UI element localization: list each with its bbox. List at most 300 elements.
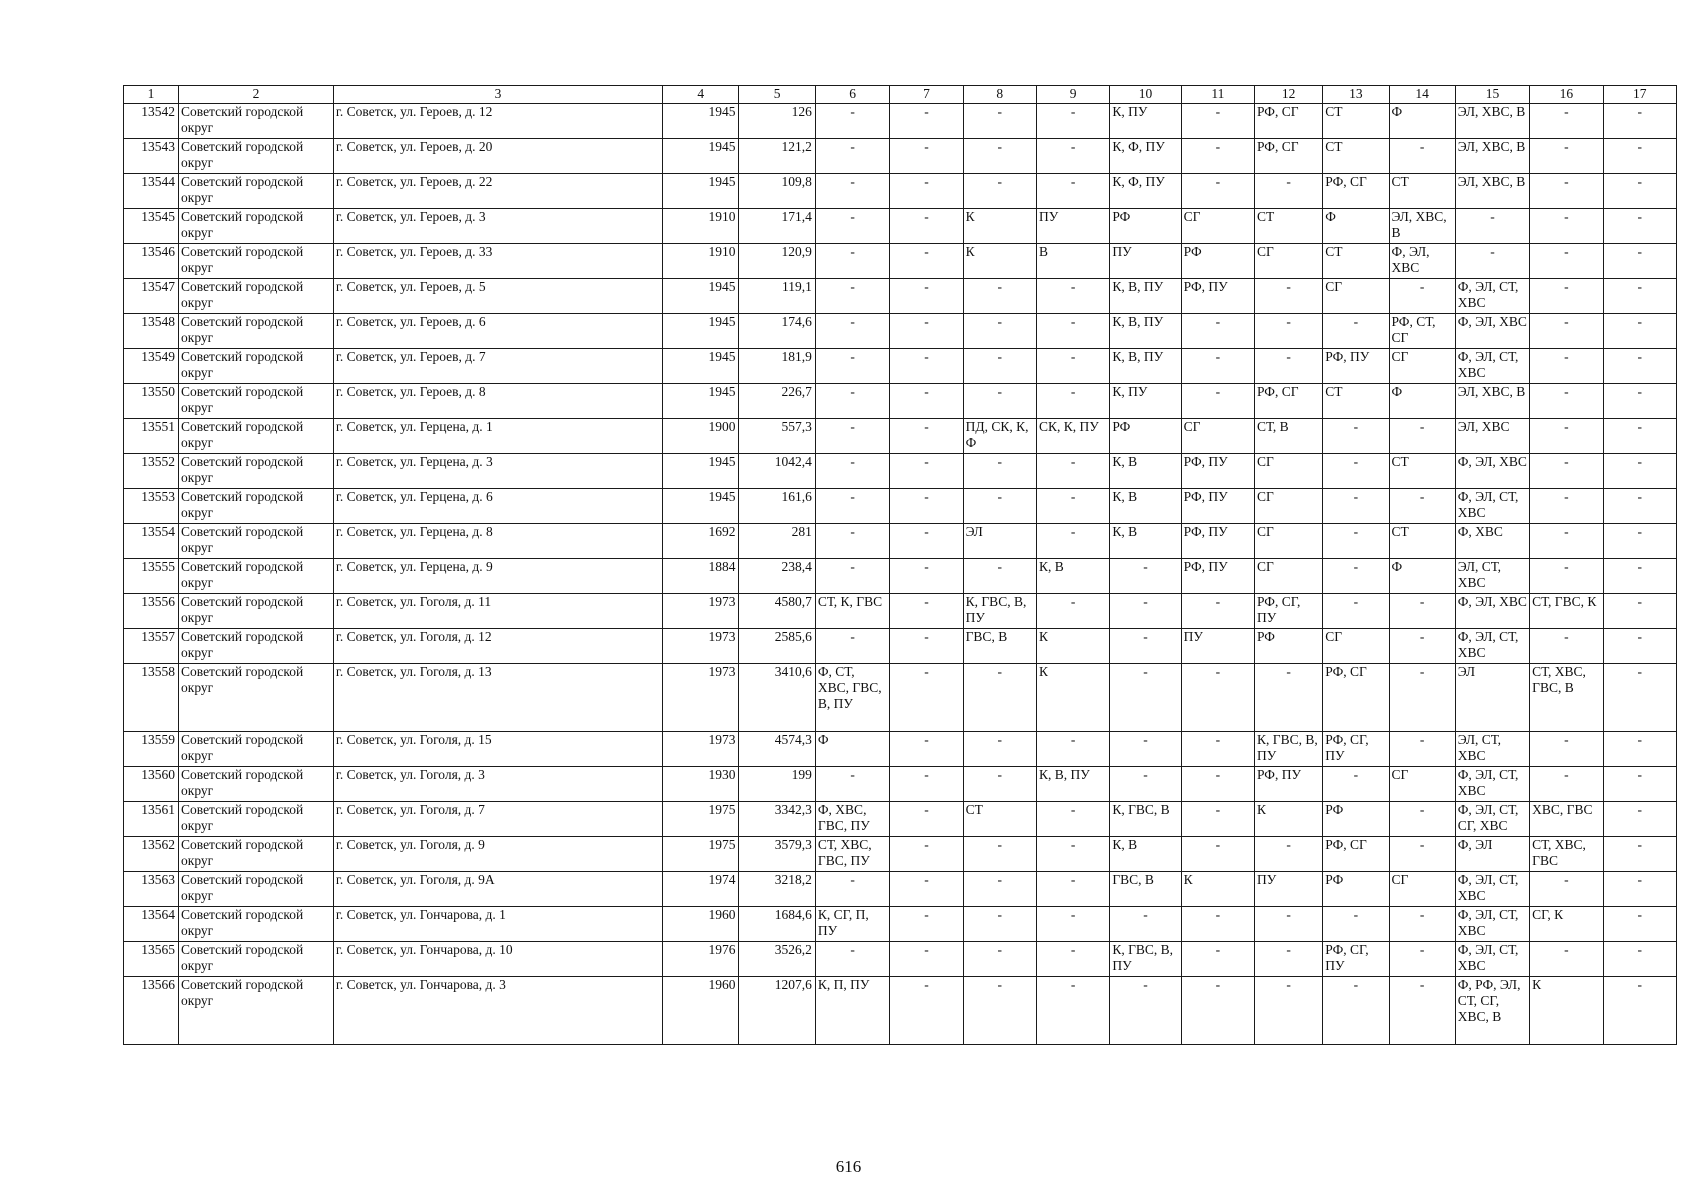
cell-col-3: г. Советск, ул. Героев, д. 6 [333, 314, 662, 349]
cell-col-3: г. Советск, ул. Гоголя, д. 3 [333, 767, 662, 802]
cell-col-12: - [1255, 977, 1323, 1045]
cell-col-5: 281 [739, 524, 815, 559]
cell-col-7: - [890, 767, 963, 802]
cell-col-15: - [1455, 244, 1529, 279]
cell-col-10: - [1110, 732, 1181, 767]
cell-col-6: СТ, К, ГВС [815, 594, 889, 629]
cell-col-9: - [1036, 837, 1109, 872]
cell-col-12: СГ [1255, 559, 1323, 594]
table-row [124, 384, 1677, 419]
cell-col-15: Ф, ЭЛ, СТ, ХВС [1455, 872, 1529, 907]
cell-col-1: 13565 [124, 942, 179, 977]
cell-col-6: Ф [815, 732, 889, 767]
cell-col-2: Советский городской округ [179, 104, 334, 139]
cell-col-4: 1945 [663, 314, 739, 349]
cell-col-5: 3342,3 [739, 802, 815, 837]
cell-col-15: Ф, ЭЛ, СТ, ХВС [1455, 907, 1529, 942]
cell-col-5: 199 [739, 767, 815, 802]
cell-col-2: Советский городской округ [179, 489, 334, 524]
cell-col-1: 13562 [124, 837, 179, 872]
cell-col-11: - [1181, 732, 1254, 767]
cell-col-7: - [890, 664, 963, 732]
table-row [124, 419, 1677, 454]
cell-col-3: г. Советск, ул. Гончарова, д. 3 [333, 977, 662, 1045]
cell-col-16: - [1530, 139, 1603, 174]
cell-col-6: - [815, 314, 889, 349]
cell-col-14: ЭЛ, ХВС, В [1389, 209, 1455, 244]
cell-col-14: - [1389, 732, 1455, 767]
cell-col-6: К, СГ, П, ПУ [815, 907, 889, 942]
header-row [124, 86, 1677, 104]
cell-col-4: 1973 [663, 629, 739, 664]
table-row [124, 594, 1677, 629]
cell-col-7: - [890, 802, 963, 837]
cell-col-8: - [963, 907, 1036, 942]
cell-col-17: - [1603, 384, 1677, 419]
cell-col-15: ЭЛ, ХВС, В [1455, 139, 1529, 174]
cell-col-6: - [815, 767, 889, 802]
cell-col-15: ЭЛ, СТ, ХВС [1455, 559, 1529, 594]
cell-col-9: В [1036, 244, 1109, 279]
cell-col-5: 3410,6 [739, 664, 815, 732]
cell-col-9: СК, К, ПУ [1036, 419, 1109, 454]
cell-col-2: Советский городской округ [179, 872, 334, 907]
cell-col-1: 13555 [124, 559, 179, 594]
cell-col-14: - [1389, 419, 1455, 454]
cell-col-4: 1973 [663, 732, 739, 767]
cell-col-9: - [1036, 977, 1109, 1045]
cell-col-11: РФ [1181, 244, 1254, 279]
cell-col-2: Советский городской округ [179, 732, 334, 767]
cell-col-11: - [1181, 977, 1254, 1045]
cell-col-1: 13547 [124, 279, 179, 314]
column-header-6: 6 [815, 86, 889, 104]
cell-col-7: - [890, 244, 963, 279]
cell-col-10: К, В [1110, 489, 1181, 524]
cell-col-4: 1900 [663, 419, 739, 454]
cell-col-13: РФ, СГ [1323, 174, 1389, 209]
cell-col-15: Ф, ЭЛ, СТ, СГ, ХВС [1455, 802, 1529, 837]
cell-col-13: РФ, СГ [1323, 837, 1389, 872]
cell-col-3: г. Советск, ул. Гоголя, д. 9 [333, 837, 662, 872]
cell-col-7: - [890, 524, 963, 559]
cell-col-17: - [1603, 454, 1677, 489]
cell-col-4: 1973 [663, 664, 739, 732]
cell-col-3: г. Советск, ул. Героев, д. 20 [333, 139, 662, 174]
cell-col-16: - [1530, 524, 1603, 559]
cell-col-11: - [1181, 314, 1254, 349]
cell-col-4: 1960 [663, 907, 739, 942]
cell-col-7: - [890, 489, 963, 524]
cell-col-8: - [963, 732, 1036, 767]
cell-col-9: - [1036, 279, 1109, 314]
cell-col-1: 13550 [124, 384, 179, 419]
cell-col-2: Советский городской округ [179, 244, 334, 279]
cell-col-6: К, П, ПУ [815, 977, 889, 1045]
cell-col-16: К [1530, 977, 1603, 1045]
cell-col-10: РФ [1110, 209, 1181, 244]
cell-col-15: ЭЛ, ХВС, В [1455, 174, 1529, 209]
cell-col-11: К [1181, 872, 1254, 907]
cell-col-1: 13563 [124, 872, 179, 907]
cell-col-17: - [1603, 314, 1677, 349]
cell-col-6: Ф, СТ, ХВС, ГВС, В, ПУ [815, 664, 889, 732]
cell-col-10: К, В, ПУ [1110, 314, 1181, 349]
cell-col-13: - [1323, 454, 1389, 489]
column-header-2: 2 [179, 86, 334, 104]
cell-col-5: 3526,2 [739, 942, 815, 977]
cell-col-10: К, В, ПУ [1110, 349, 1181, 384]
cell-col-10: К, В [1110, 524, 1181, 559]
cell-col-16: - [1530, 732, 1603, 767]
cell-col-14: Ф [1389, 104, 1455, 139]
cell-col-3: г. Советск, ул. Гончарова, д. 1 [333, 907, 662, 942]
cell-col-12: - [1255, 942, 1323, 977]
cell-col-17: - [1603, 489, 1677, 524]
column-header-11: 11 [1181, 86, 1254, 104]
cell-col-15: Ф, ЭЛ, ХВС [1455, 314, 1529, 349]
cell-col-6: - [815, 174, 889, 209]
cell-col-11: - [1181, 139, 1254, 174]
cell-col-16: - [1530, 419, 1603, 454]
cell-col-10: - [1110, 907, 1181, 942]
cell-col-15: Ф, ЭЛ, СТ, ХВС [1455, 629, 1529, 664]
table-row [124, 767, 1677, 802]
cell-col-2: Советский городской округ [179, 524, 334, 559]
cell-col-17: - [1603, 802, 1677, 837]
cell-col-9: - [1036, 524, 1109, 559]
cell-col-4: 1910 [663, 244, 739, 279]
cell-col-2: Советский городской округ [179, 629, 334, 664]
column-header-17: 17 [1603, 86, 1677, 104]
cell-col-10: К, В [1110, 454, 1181, 489]
cell-col-9: - [1036, 314, 1109, 349]
cell-col-1: 13564 [124, 907, 179, 942]
cell-col-11: РФ, ПУ [1181, 279, 1254, 314]
cell-col-11: СГ [1181, 209, 1254, 244]
cell-col-4: 1945 [663, 104, 739, 139]
cell-col-8: - [963, 559, 1036, 594]
cell-col-6: - [815, 524, 889, 559]
cell-col-17: - [1603, 977, 1677, 1045]
cell-col-7: - [890, 384, 963, 419]
cell-col-12: РФ, СГ [1255, 104, 1323, 139]
cell-col-7: - [890, 454, 963, 489]
cell-col-14: - [1389, 594, 1455, 629]
cell-col-5: 109,8 [739, 174, 815, 209]
cell-col-11: РФ, ПУ [1181, 489, 1254, 524]
cell-col-12: РФ [1255, 629, 1323, 664]
cell-col-16: СТ, ХВС, ГВС, В [1530, 664, 1603, 732]
cell-col-2: Советский городской округ [179, 767, 334, 802]
cell-col-16: СТ, ГВС, К [1530, 594, 1603, 629]
cell-col-10: К, Ф, ПУ [1110, 139, 1181, 174]
cell-col-7: - [890, 872, 963, 907]
cell-col-17: - [1603, 559, 1677, 594]
cell-col-10: - [1110, 629, 1181, 664]
cell-col-4: 1945 [663, 279, 739, 314]
cell-col-8: - [963, 942, 1036, 977]
cell-col-12: РФ, СГ [1255, 139, 1323, 174]
cell-col-12: РФ, СГ, ПУ [1255, 594, 1323, 629]
cell-col-15: ЭЛ [1455, 664, 1529, 732]
cell-col-11: - [1181, 802, 1254, 837]
cell-col-7: - [890, 209, 963, 244]
table-row [124, 559, 1677, 594]
cell-col-2: Советский городской округ [179, 942, 334, 977]
cell-col-17: - [1603, 349, 1677, 384]
cell-col-9: - [1036, 489, 1109, 524]
cell-col-3: г. Советск, ул. Гоголя, д. 11 [333, 594, 662, 629]
cell-col-3: г. Советск, ул. Гоголя, д. 13 [333, 664, 662, 732]
cell-col-1: 13543 [124, 139, 179, 174]
cell-col-1: 13548 [124, 314, 179, 349]
cell-col-15: Ф, ЭЛ, СТ, ХВС [1455, 349, 1529, 384]
column-header-13: 13 [1323, 86, 1389, 104]
cell-col-5: 120,9 [739, 244, 815, 279]
cell-col-11: - [1181, 104, 1254, 139]
cell-col-10: К, В, ПУ [1110, 279, 1181, 314]
cell-col-2: Советский городской округ [179, 279, 334, 314]
cell-col-11: - [1181, 349, 1254, 384]
cell-col-8: - [963, 104, 1036, 139]
cell-col-2: Советский городской округ [179, 314, 334, 349]
table-row [124, 907, 1677, 942]
cell-col-11: - [1181, 837, 1254, 872]
cell-col-13: РФ, СГ [1323, 664, 1389, 732]
cell-col-17: - [1603, 629, 1677, 664]
cell-col-4: 1945 [663, 349, 739, 384]
cell-col-12: К [1255, 802, 1323, 837]
cell-col-7: - [890, 419, 963, 454]
cell-col-17: - [1603, 767, 1677, 802]
cell-col-13: СГ [1323, 629, 1389, 664]
cell-col-2: Советский городской округ [179, 174, 334, 209]
cell-col-13: - [1323, 314, 1389, 349]
cell-col-1: 13544 [124, 174, 179, 209]
cell-col-7: - [890, 559, 963, 594]
cell-col-8: ГВС, В [963, 629, 1036, 664]
cell-col-14: СГ [1389, 872, 1455, 907]
cell-col-15: ЭЛ, ХВС, В [1455, 104, 1529, 139]
cell-col-9: - [1036, 349, 1109, 384]
cell-col-13: Ф [1323, 209, 1389, 244]
cell-col-5: 226,7 [739, 384, 815, 419]
cell-col-10: - [1110, 559, 1181, 594]
cell-col-16: СТ, ХВС, ГВС [1530, 837, 1603, 872]
cell-col-7: - [890, 977, 963, 1045]
cell-col-13: - [1323, 559, 1389, 594]
column-header-1: 1 [124, 86, 179, 104]
cell-col-12: - [1255, 279, 1323, 314]
cell-col-17: - [1603, 942, 1677, 977]
cell-col-1: 13559 [124, 732, 179, 767]
cell-col-13: - [1323, 907, 1389, 942]
cell-col-14: - [1389, 139, 1455, 174]
cell-col-13: СТ [1323, 104, 1389, 139]
cell-col-8: - [963, 977, 1036, 1045]
cell-col-14: - [1389, 279, 1455, 314]
cell-col-6: - [815, 139, 889, 174]
cell-col-15: Ф, ЭЛ, СТ, ХВС [1455, 489, 1529, 524]
column-header-5: 5 [739, 86, 815, 104]
cell-col-5: 126 [739, 104, 815, 139]
cell-col-16: - [1530, 629, 1603, 664]
table-row [124, 314, 1677, 349]
cell-col-14: СТ [1389, 174, 1455, 209]
cell-col-4: 1975 [663, 802, 739, 837]
cell-col-6: - [815, 209, 889, 244]
cell-col-17: - [1603, 524, 1677, 559]
cell-col-10: - [1110, 664, 1181, 732]
cell-col-10: К, В [1110, 837, 1181, 872]
cell-col-14: - [1389, 907, 1455, 942]
cell-col-1: 13553 [124, 489, 179, 524]
cell-col-4: 1973 [663, 594, 739, 629]
cell-col-8: - [963, 174, 1036, 209]
cell-col-12: - [1255, 174, 1323, 209]
cell-col-7: - [890, 349, 963, 384]
cell-col-17: - [1603, 594, 1677, 629]
cell-col-15: Ф, ХВС [1455, 524, 1529, 559]
cell-col-15: Ф, ЭЛ, СТ, ХВС [1455, 942, 1529, 977]
cell-col-14: Ф [1389, 384, 1455, 419]
cell-col-2: Советский городской округ [179, 139, 334, 174]
cell-col-3: г. Советск, ул. Герцена, д. 1 [333, 419, 662, 454]
cell-col-13: - [1323, 977, 1389, 1045]
column-header-4: 4 [663, 86, 739, 104]
registry-table [123, 85, 1677, 1045]
cell-col-14: - [1389, 837, 1455, 872]
cell-col-7: - [890, 594, 963, 629]
cell-col-4: 1945 [663, 384, 739, 419]
table-row [124, 977, 1677, 1045]
cell-col-12: - [1255, 349, 1323, 384]
cell-col-13: - [1323, 594, 1389, 629]
cell-col-15: Ф, ЭЛ, СТ, ХВС [1455, 279, 1529, 314]
cell-col-17: - [1603, 174, 1677, 209]
cell-col-4: 1975 [663, 837, 739, 872]
cell-col-17: - [1603, 279, 1677, 314]
cell-col-8: ЭЛ [963, 524, 1036, 559]
cell-col-9: К [1036, 629, 1109, 664]
table-row [124, 664, 1677, 732]
cell-col-5: 121,2 [739, 139, 815, 174]
table-row [124, 732, 1677, 767]
cell-col-8: - [963, 767, 1036, 802]
cell-col-8: - [963, 664, 1036, 732]
cell-col-9: К, В, ПУ [1036, 767, 1109, 802]
cell-col-16: - [1530, 314, 1603, 349]
cell-col-14: - [1389, 802, 1455, 837]
cell-col-13: СТ [1323, 139, 1389, 174]
cell-col-13: СГ [1323, 279, 1389, 314]
cell-col-3: г. Советск, ул. Гоголя, д. 12 [333, 629, 662, 664]
cell-col-14: СТ [1389, 524, 1455, 559]
cell-col-17: - [1603, 104, 1677, 139]
cell-col-9: - [1036, 732, 1109, 767]
cell-col-8: - [963, 872, 1036, 907]
cell-col-4: 1910 [663, 209, 739, 244]
cell-col-3: г. Советск, ул. Герцена, д. 3 [333, 454, 662, 489]
cell-col-3: г. Советск, ул. Героев, д. 22 [333, 174, 662, 209]
cell-col-16: - [1530, 872, 1603, 907]
table-row [124, 837, 1677, 872]
cell-col-17: - [1603, 732, 1677, 767]
cell-col-11: СГ [1181, 419, 1254, 454]
cell-col-4: 1692 [663, 524, 739, 559]
cell-col-17: - [1603, 139, 1677, 174]
cell-col-3: г. Советск, ул. Гоголя, д. 7 [333, 802, 662, 837]
column-header-12: 12 [1255, 86, 1323, 104]
cell-col-11: - [1181, 942, 1254, 977]
cell-col-9: - [1036, 384, 1109, 419]
cell-col-11: РФ, ПУ [1181, 454, 1254, 489]
cell-col-10: К, Ф, ПУ [1110, 174, 1181, 209]
cell-col-5: 2585,6 [739, 629, 815, 664]
cell-col-6: - [815, 942, 889, 977]
page-number: 616 [835, 1157, 862, 1176]
cell-col-5: 4580,7 [739, 594, 815, 629]
cell-col-11: РФ, ПУ [1181, 559, 1254, 594]
cell-col-8: ПД, СК, К, Ф [963, 419, 1036, 454]
cell-col-12: СГ [1255, 454, 1323, 489]
cell-col-4: 1960 [663, 977, 739, 1045]
cell-col-8: - [963, 384, 1036, 419]
cell-col-17: - [1603, 872, 1677, 907]
cell-col-14: - [1389, 942, 1455, 977]
cell-col-10: К, ПУ [1110, 104, 1181, 139]
column-header-8: 8 [963, 86, 1036, 104]
cell-col-2: Советский городской округ [179, 559, 334, 594]
cell-col-6: СТ, ХВС, ГВС, ПУ [815, 837, 889, 872]
cell-col-2: Советский городской округ [179, 802, 334, 837]
cell-col-3: г. Советск, ул. Героев, д. 33 [333, 244, 662, 279]
table-body [124, 104, 1677, 1045]
cell-col-12: - [1255, 664, 1323, 732]
cell-col-14: - [1389, 664, 1455, 732]
cell-col-9: ПУ [1036, 209, 1109, 244]
cell-col-1: 13545 [124, 209, 179, 244]
cell-col-15: Ф, ЭЛ [1455, 837, 1529, 872]
cell-col-1: 13546 [124, 244, 179, 279]
cell-col-3: г. Советск, ул. Героев, д. 3 [333, 209, 662, 244]
table-row [124, 139, 1677, 174]
cell-col-14: - [1389, 629, 1455, 664]
table-row [124, 244, 1677, 279]
cell-col-3: г. Советск, ул. Герцена, д. 8 [333, 524, 662, 559]
cell-col-4: 1945 [663, 139, 739, 174]
cell-col-13: РФ [1323, 802, 1389, 837]
cell-col-13: РФ, СГ, ПУ [1323, 732, 1389, 767]
cell-col-1: 13554 [124, 524, 179, 559]
cell-col-14: Ф, ЭЛ, ХВС [1389, 244, 1455, 279]
cell-col-16: - [1530, 209, 1603, 244]
cell-col-8: - [963, 489, 1036, 524]
cell-col-12: СГ [1255, 244, 1323, 279]
column-header-15: 15 [1455, 86, 1529, 104]
cell-col-7: - [890, 837, 963, 872]
table-row [124, 524, 1677, 559]
cell-col-15: Ф, ЭЛ, ХВС [1455, 594, 1529, 629]
cell-col-11: - [1181, 907, 1254, 942]
cell-col-11: - [1181, 384, 1254, 419]
column-header-16: 16 [1530, 86, 1603, 104]
cell-col-3: г. Советск, ул. Гоголя, д. 15 [333, 732, 662, 767]
cell-col-12: СТ [1255, 209, 1323, 244]
cell-col-13: РФ [1323, 872, 1389, 907]
cell-col-16: ХВС, ГВС [1530, 802, 1603, 837]
